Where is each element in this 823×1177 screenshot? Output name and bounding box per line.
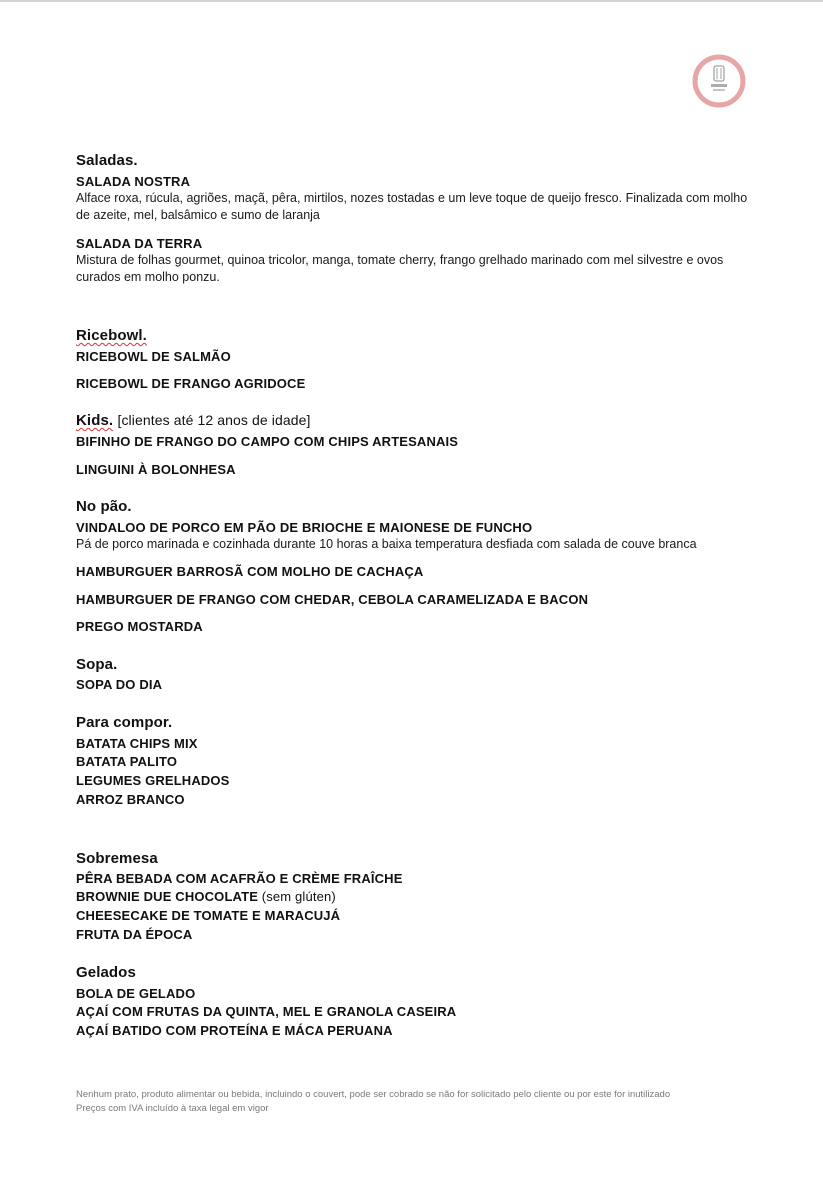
menu-item-name: LINGUINI À BOLONHESA — [76, 462, 236, 477]
menu-item-name: BATATA CHIPS MIX — [76, 736, 198, 751]
menu-item-name: FRUTA DA ÉPOCA — [76, 927, 193, 942]
section-heading-sobremesa: Sobremesa — [76, 850, 158, 867]
section-heading-ricebowl: Ricebowl. — [76, 327, 147, 344]
footer-vat-note: Preços com IVA incluído à taxa legal em vigor — [76, 1103, 269, 1114]
menu-item-name: BIFINHO DE FRANGO DO CAMPO COM CHIPS ARTESANAIS — [76, 434, 459, 449]
kids-age-note: [clientes até 12 anos de idade] — [117, 412, 311, 428]
menu-item-name: ARROZ BRANCO — [76, 792, 185, 807]
menu-item-name: BATATA PALITO — [76, 754, 178, 769]
menu-item-name: SALADA DA TERRA — [76, 236, 203, 251]
section-heading-para-compor: Para compor. — [76, 714, 173, 731]
section-heading-sopa: Sopa. — [76, 656, 118, 673]
menu-item-name: RICEBOWL DE SALMÃO — [76, 349, 231, 364]
menu-item-name: AÇAÍ COM FRUTAS DA QUINTA, MEL E GRANOLA CASEIRA — [76, 1004, 457, 1019]
menu-item-name: LEGUMES GRELHADOS — [76, 773, 230, 788]
section-heading-no-pao: No pão. — [76, 498, 132, 515]
menu-item-name: CHEESECAKE DE TOMATE E MARACUJÁ — [76, 908, 341, 923]
menu-item-name: SOPA DO DIA — [76, 677, 163, 692]
menu-item-row — [76, 889, 336, 904]
kids-heading-text: Kids. — [76, 412, 114, 429]
restaurant-logo-icon — [692, 54, 746, 108]
menu-item-name: VINDALOO DE PORCO EM PÃO DE BRIOCHE E MAIONESE DE FUNCHO — [76, 520, 533, 535]
menu-item-note: (sem glúten) — [261, 889, 336, 904]
page-top-border — [0, 0, 823, 2]
menu-item-name: RICEBOWL DE FRANGO AGRIDOCE — [76, 376, 306, 391]
menu-item-name: HAMBURGUER DE FRANGO COM CHEDAR, CEBOLA CARAMELIZADA E BACON — [76, 592, 589, 607]
menu-item-name: SALADA NOSTRA — [76, 174, 191, 189]
menu-item-description: Pá de porco marinada e cozinhada durante 10 horas a baixa temperatura desfiada com salada de couve branca — [76, 537, 697, 551]
menu-item-description: Mistura de folhas gourmet, quinoa tricolor, manga, tomate cherry, frango grelhado marinado com mel silvestre e ovos curados em molho ponzu. — [76, 253, 724, 284]
section-heading-kids — [76, 412, 311, 429]
menu-item-name: HAMBURGUER BARROSÃ COM MOLHO DE CACHAÇA — [76, 564, 424, 579]
footer-disclaimer: Nenhum prato, produto alimentar ou bebida, incluindo o couvert, pode ser cobrado se não for solicitado pelo cliente ou por este for inutilizado — [76, 1089, 671, 1100]
section-heading-gelados: Gelados — [76, 964, 136, 981]
section-heading-saladas: Saladas. — [76, 152, 138, 169]
menu-item-name: BOLA DE GELADO — [76, 986, 196, 1001]
menu-item-name: PREGO MOSTARDA — [76, 619, 203, 634]
menu-item-name: BROWNIE DUE CHOCOLATE — [76, 889, 259, 904]
menu-item-description: Alface roxa, rúcula, agriões, maçã, pêra, mirtilos, nozes tostadas e um leve toque de queijo fresco. Finalizada com molho de azeite, mel, balsâmico e sumo de laranja — [76, 191, 748, 222]
menu-item-name: AÇAÍ BATIDO COM PROTEÍNA E MÁCA PERUANA — [76, 1023, 393, 1038]
menu-item-name: PÊRA BEBADA COM ACAFRÃO E CRÈME FRAÎCHE — [76, 871, 403, 886]
